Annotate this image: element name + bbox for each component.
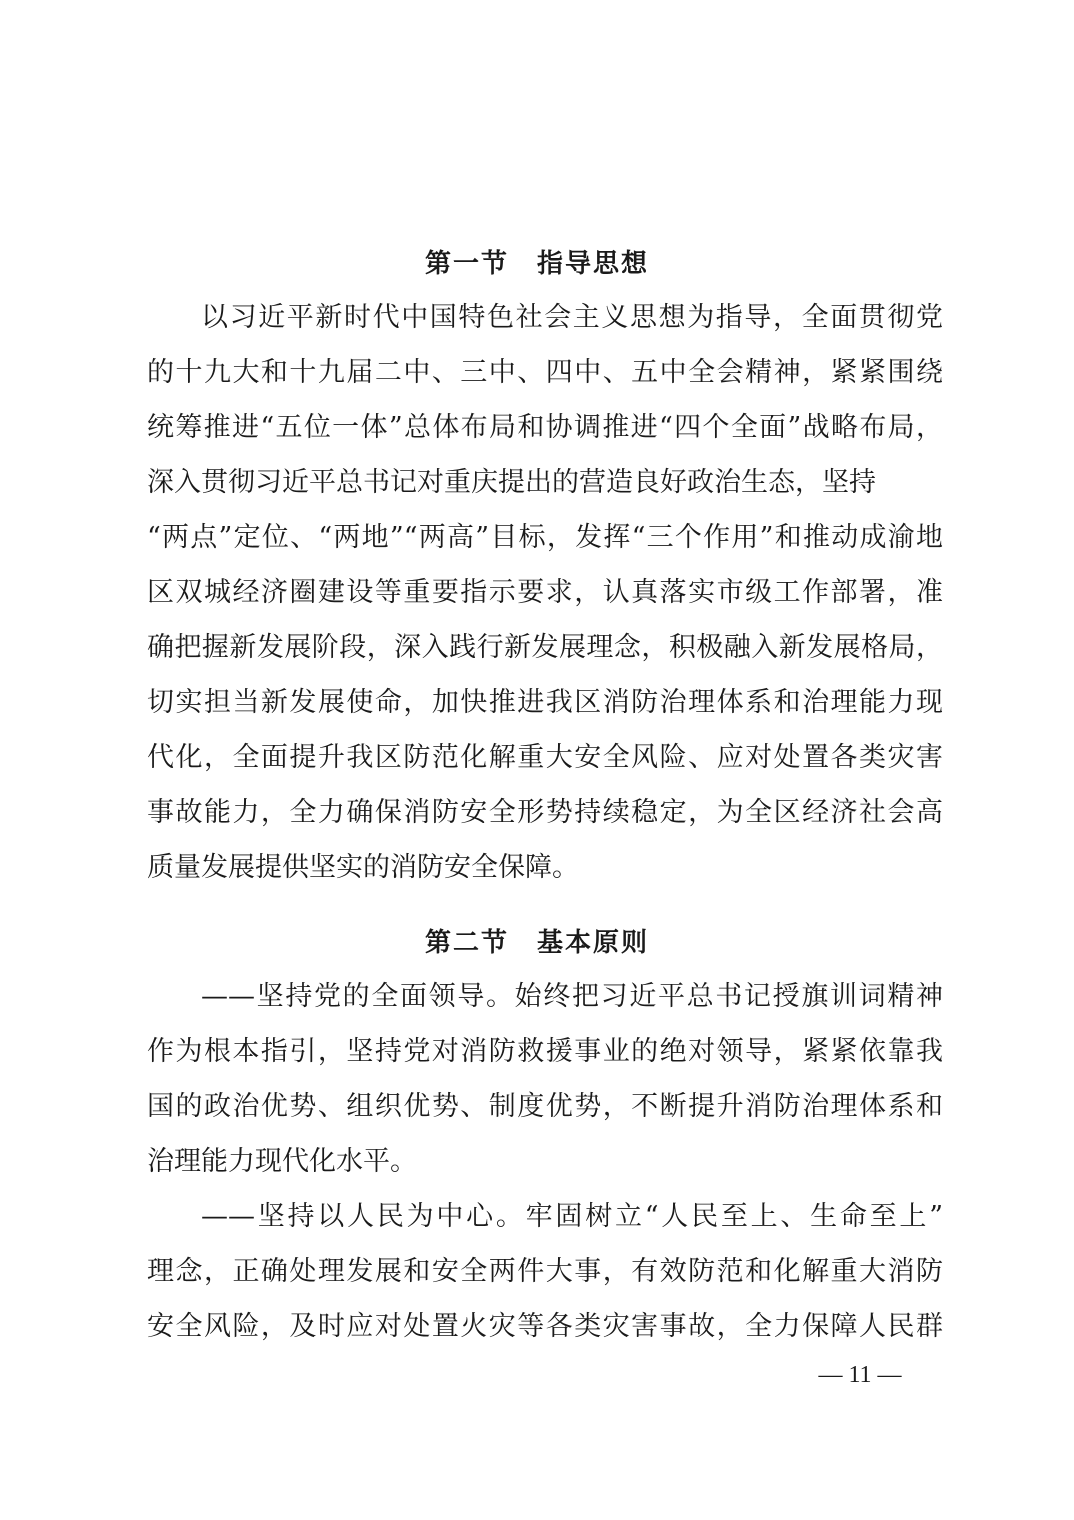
section-1-line-11: 质量发展提供坚实的消防安全保障。: [147, 852, 579, 883]
section-2-line-5: ——坚持以人民为中心。牢固树立“人民至上、生命至上”: [201, 1201, 943, 1232]
section-1-line-4: 深入贯彻习近平总书记对重庆提出的营造良好政治生态，坚持: [147, 467, 876, 498]
section-2-line-3: 国的政治优势、组织优势、制度优势，不断提升消防治理体系和: [147, 1091, 943, 1122]
section-2-line-7: 安全风险，及时应对处置火灾等各类灾害事故，全力保障人民群: [147, 1311, 943, 1342]
section-1-line-7: 确把握新发展阶段，深入践行新发展理念，积极融入新发展格局，: [147, 632, 943, 663]
section-1-line-6: 区双城经济圈建设等重要指示要求，认真落实市级工作部署，准: [147, 577, 943, 608]
section-2-line-4: 治理能力现代化水平。: [147, 1146, 417, 1177]
section-2-title: 第二节 基本原则: [424, 928, 649, 958]
section-1-line-2: 的十九大和十九届二中、三中、四中、五中全会精神，紧紧围绕: [147, 357, 943, 388]
section-1-line-10: 事故能力，全力确保消防安全形势持续稳定，为全区经济社会高: [147, 797, 943, 828]
page-number: — 11 —: [818, 1362, 902, 1388]
section-1-line-8: 切实担当新发展使命，加快推进我区消防治理体系和治理能力现: [147, 687, 943, 718]
section-2-line-2: 作为根本指引，坚持党对消防救援事业的绝对领导，紧紧依靠我: [147, 1036, 943, 1067]
section-2-line-6: 理念，正确处理发展和安全两件大事，有效防范和化解重大消防: [147, 1256, 943, 1287]
section-2-line-1: ——坚持党的全面领导。始终把习近平总书记授旗训词精神: [201, 981, 943, 1012]
section-1-line-9: 代化，全面提升我区防范化解重大安全风险、应对处置各类灾害: [147, 742, 943, 773]
section-1-title: 第一节 指导思想: [424, 249, 649, 279]
section-1-line-1: 以习近平新时代中国特色社会主义思想为指导，全面贯彻党: [201, 302, 943, 333]
section-1-line-5: “两点”定位、“两地”“两高”目标，发挥“三个作用”和推动成渝地: [147, 522, 943, 553]
section-1-line-3: 统筹推进“五位一体”总体布局和协调推进“四个全面”战略布局，: [147, 412, 943, 443]
